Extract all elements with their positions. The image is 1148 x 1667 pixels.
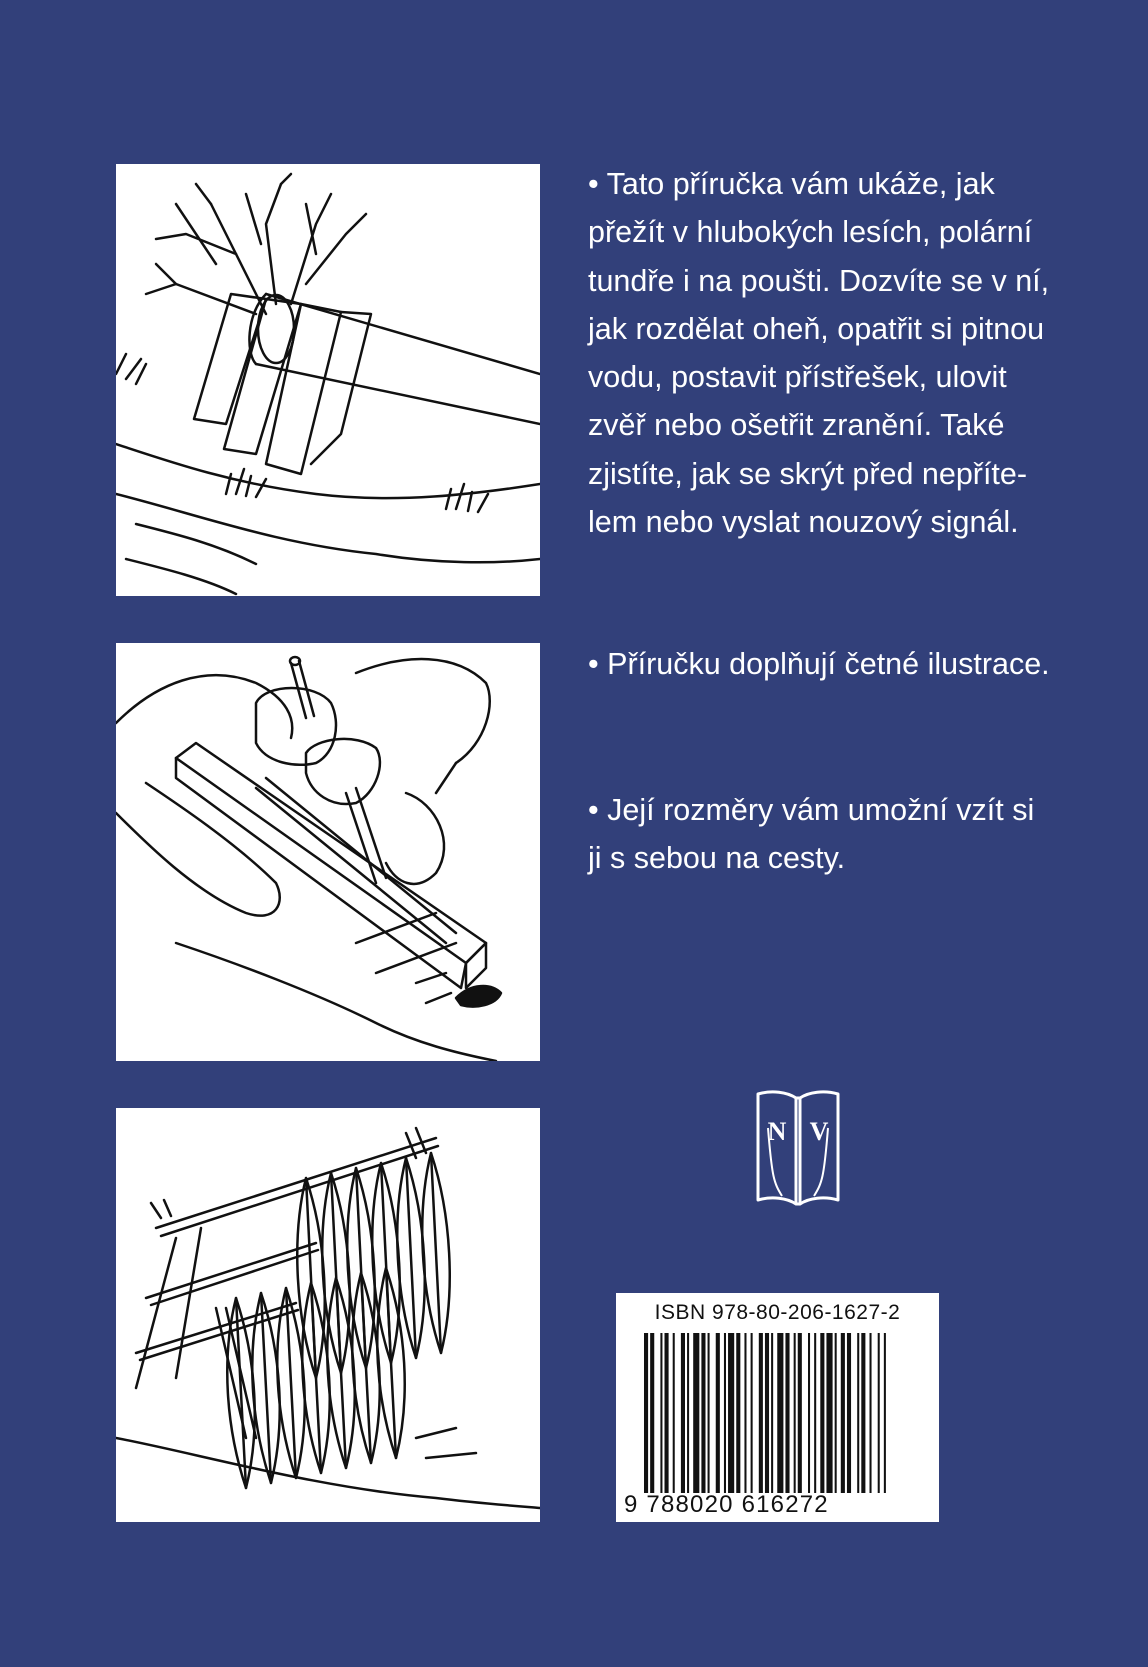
barcode-bar [820,1333,824,1493]
barcode-bar [785,1333,789,1493]
barcode-bar [673,1333,675,1493]
barcode-bar [847,1333,851,1493]
dimensions-line: • Její rozměry vám umožní vzít si [588,793,1035,827]
description-line: tundře i na poušti. Dozvíte se v ní, [588,263,1050,298]
barcode-bar [771,1333,773,1493]
barcode-bar [724,1333,726,1493]
barcode-bar [644,1333,648,1493]
barcode-bar [884,1333,886,1493]
barcode-bars [644,1333,924,1493]
barcode-bar [826,1333,832,1493]
logo-letter: N [767,1117,787,1146]
barcode-bar [759,1333,763,1493]
barcode-bar [650,1333,654,1493]
barcode-bar [736,1333,740,1493]
isbn-barcode [616,1293,939,1522]
description-line: lem nebo vyslat nouzový signál. [588,505,1019,540]
fallen-tree-shelter-illustration [116,164,540,596]
description-line: přežít v hlubokých lesích, polární [588,215,1033,250]
barcode-bar [665,1333,669,1493]
description-line: vodu, postavit přístřešek, ulovit [588,360,1007,395]
barcode-bar [857,1333,859,1493]
barcode-bar [841,1333,845,1493]
publisher-logo [752,1088,844,1212]
barcode-bar [660,1333,662,1493]
barcode-bar [744,1333,746,1493]
illustrations-line: • Příručku doplňují četné ilustrace. [588,647,1050,681]
barcode-bar [701,1333,705,1493]
dimensions-line: ji s sebou na cesty. [588,841,846,876]
description-line: • Tato příručka vám ukáže, jak [588,167,995,201]
ean-digits: 9 788020 616272 [624,1491,829,1518]
isbn-number: ISBN 978-80-206-1627-2 [654,1301,901,1324]
barcode-bar [861,1333,865,1493]
barcode-bar [777,1333,783,1493]
barcode-bar [708,1333,710,1493]
barcode-bar [794,1333,796,1493]
fire-plough-illustration [116,643,540,1061]
description-paragraph [588,160,1048,546]
description-line: jak rozdělat oheň, opatřit si pitnou [588,311,1045,346]
dimensions-paragraph [588,786,1048,883]
barcode-bar [798,1333,802,1493]
barcode-bar [765,1333,769,1493]
barcode-bar [751,1333,753,1493]
barcode-bar [878,1333,880,1493]
barcode-bar [814,1333,816,1493]
barcode-bar [870,1333,872,1493]
leaf-lean-to-shelter-illustration [116,1108,540,1522]
logo-letter: V [809,1117,829,1146]
barcode-bar [728,1333,734,1493]
barcode-bar [808,1333,810,1493]
barcode-bar [693,1333,699,1493]
barcode-bar [835,1333,837,1493]
description-line: zvěř nebo ošetřit zranění. Také [588,408,1005,443]
illustrations-paragraph [588,640,1108,688]
barcode-bar [716,1333,720,1493]
description-line: zjistíte, jak se skrýt před nepříte- [588,456,1028,491]
barcode-bar [681,1333,685,1493]
barcode-bar [687,1333,689,1493]
